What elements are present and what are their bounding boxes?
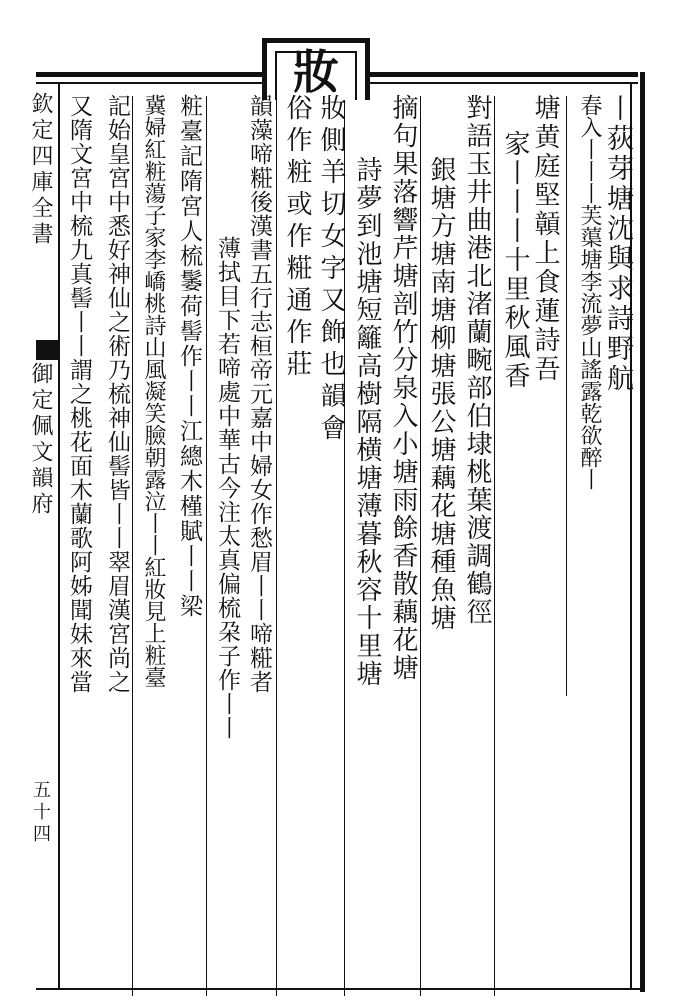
margin-page-number: 五十四 xyxy=(30,780,51,846)
frame-right-line xyxy=(640,72,645,992)
tab-character: 妝 xyxy=(293,45,339,99)
frame-top-line xyxy=(36,72,262,77)
text-column-11: 俗作粧或作糚通作莊 xyxy=(282,94,312,382)
text-column-14: 粧臺記隋宮人梳䰀荷髻作丨丨江總木槿賦丨丨梁 xyxy=(176,94,202,619)
text-column-10: 妝側羊切女字又飾也韻會 xyxy=(316,94,346,446)
text-column-4: 塘黄庭堅贑上食蓮詩吾 xyxy=(530,94,560,384)
text-column-6: 對語玉井曲港北渚蘭畹部伯埭桃葉渡調鶴徑 xyxy=(462,94,492,626)
frame-bottom-line xyxy=(36,988,644,990)
divider xyxy=(276,96,277,996)
frame-left-margin-line xyxy=(58,84,60,990)
divider xyxy=(494,96,495,996)
text-column-13: 薄拭目下若啼處中華古今注太真偏梳朶子作丨丨 xyxy=(214,236,240,740)
divider xyxy=(420,96,421,996)
divider xyxy=(206,96,207,996)
text-column-2: 春入丨丨丨芙蕖塘李流夢山謠露乾欲醉丨 xyxy=(577,94,602,490)
text-column-5: 家丨丨丨十里秋風香 xyxy=(500,130,530,391)
margin-book-title: 御定佩文韻府 xyxy=(28,362,53,518)
margin-black-bar xyxy=(36,340,58,360)
text-column-9: 詩夢到池塘短籬高樹隔横塘薄暮秋容十里塘 xyxy=(352,156,382,688)
text-column-17: 又隋文宮中梳九真髻丨丨謂之桃花面木蘭歌阿姊聞妹來當 xyxy=(66,94,92,694)
divider xyxy=(566,96,567,696)
text-column-7: 銀塘方塘南塘柳塘張公塘藕花塘種魚塘 xyxy=(426,156,456,632)
text-column-15: 冀婦紅粧蕩子家李嶠桃詩山風凝笑臉朝露泣丨丨紅妝見上粧臺 xyxy=(141,94,166,688)
margin-library-title: 欽定四庫全書 xyxy=(28,92,53,248)
text-column-1: 丨荻芽塘沈與求詩野航 xyxy=(602,94,633,394)
frame-top-line-right xyxy=(370,72,638,77)
frame-top-line-thin xyxy=(36,82,262,84)
text-column-16: 記始皇宮中悉好神仙之術乃梳神仙髻皆丨丨翠眉漢宮尚之 xyxy=(104,94,130,694)
text-column-8: 摘句果落響芹塘剖竹分泉入小塘雨餘香散藕花塘 xyxy=(388,94,418,682)
text-column-12: 韻藻啼糚後漢書五行志桓帝元嘉中婦女作愁眉丨丨啼糚者 xyxy=(246,94,272,694)
frame-top-line-right-thin xyxy=(370,82,638,84)
